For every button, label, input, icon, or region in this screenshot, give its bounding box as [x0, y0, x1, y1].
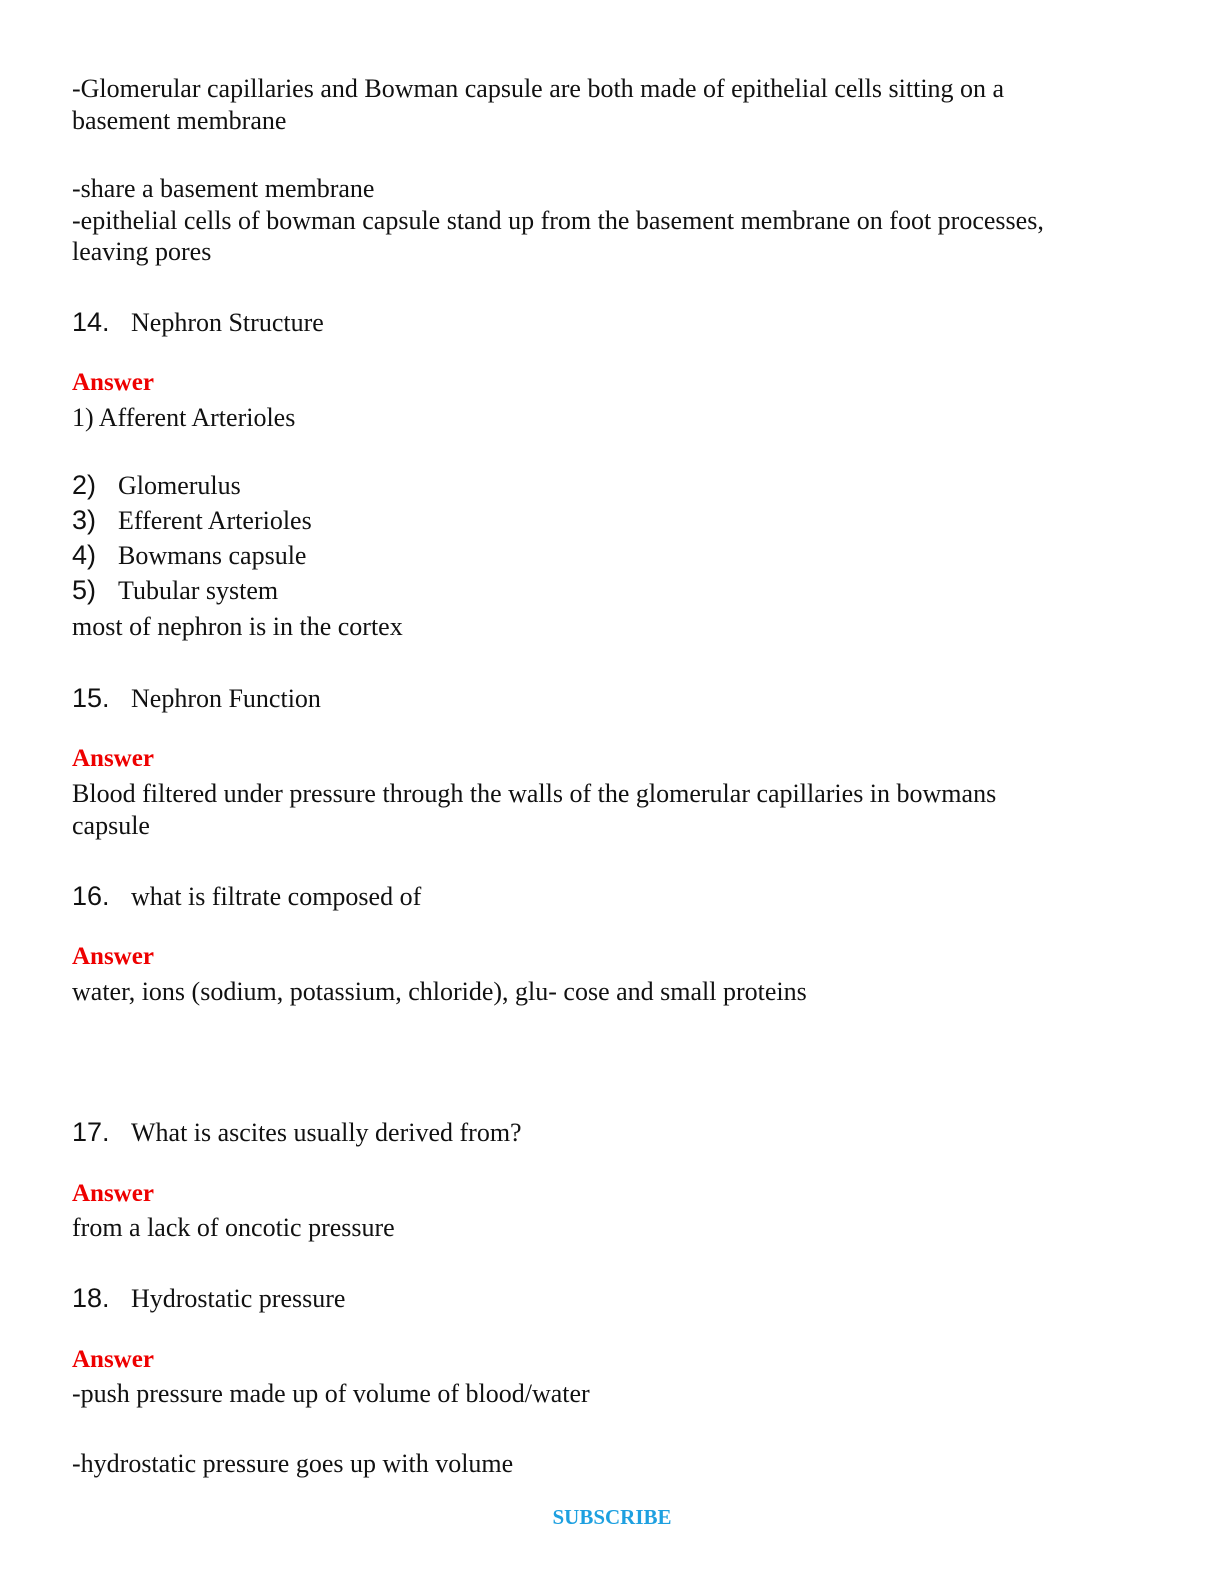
question-15-text: Nephron Function [131, 684, 321, 713]
answer-label-17: Answer [72, 1180, 154, 1207]
answer-label-16: Answer [72, 943, 154, 970]
question-16-text: what is filtrate composed of [131, 882, 422, 911]
q15-answer-line-1: Blood filtered under pressure through the walls of the glomerular capillaries in bowmans [72, 779, 997, 808]
question-number-18: 18. [72, 1283, 110, 1313]
question-17-text: What is ascites usually derived from? [131, 1118, 522, 1147]
question-number-14: 14. [72, 307, 110, 337]
intro-line-5: leaving pores [72, 237, 212, 266]
question-number-16: 16. [72, 881, 110, 911]
q14-item-text: Efferent Arterioles [118, 506, 312, 535]
q17-answer-line-1: from a lack of oncotic pressure [72, 1213, 395, 1242]
q14-item-num: 5) [72, 575, 97, 605]
intro-line-1: -Glomerular capillaries and Bowman capsule are both made of epithelial cells sitting on a [72, 74, 1005, 103]
q14-item-text: Glomerulus [118, 471, 241, 500]
q14-note: most of nephron is in the cortex [72, 612, 403, 641]
answer-label-14: Answer [72, 369, 154, 396]
answer-label-15: Answer [72, 745, 154, 772]
question-number-17: 17. [72, 1117, 110, 1147]
q18-answer-line-2: -hydrostatic pressure goes up with volume [72, 1449, 514, 1478]
question-14-text: Nephron Structure [131, 308, 324, 337]
question-number-15: 15. [72, 683, 110, 713]
q14-item-num: 2) [72, 470, 97, 500]
q14-item-num: 4) [72, 540, 97, 570]
q15-answer-line-2: capsule [72, 811, 150, 840]
q14-answer-line-1: 1) Afferent Arterioles [72, 403, 296, 432]
q18-answer-line-1: -push pressure made up of volume of blood/water [72, 1379, 590, 1408]
question-18-text: Hydrostatic pressure [131, 1284, 346, 1313]
q14-item-text: Tubular system [118, 576, 279, 605]
intro-line-4: -epithelial cells of bowman capsule stand up from the basement membrane on foot processes, [72, 206, 1044, 235]
q16-answer-line-1: water, ions (sodium, potassium, chloride), glu- cose and small proteins [72, 977, 807, 1006]
q14-item-text: Bowmans capsule [118, 541, 307, 570]
answer-label-18: Answer [72, 1346, 154, 1373]
q14-item-num: 3) [72, 505, 97, 535]
subscribe-link[interactable]: SUBSCRIBE [552, 1505, 672, 1529]
intro-line-2: basement membrane [72, 106, 287, 135]
intro-line-3: -share a basement membrane [72, 174, 375, 203]
